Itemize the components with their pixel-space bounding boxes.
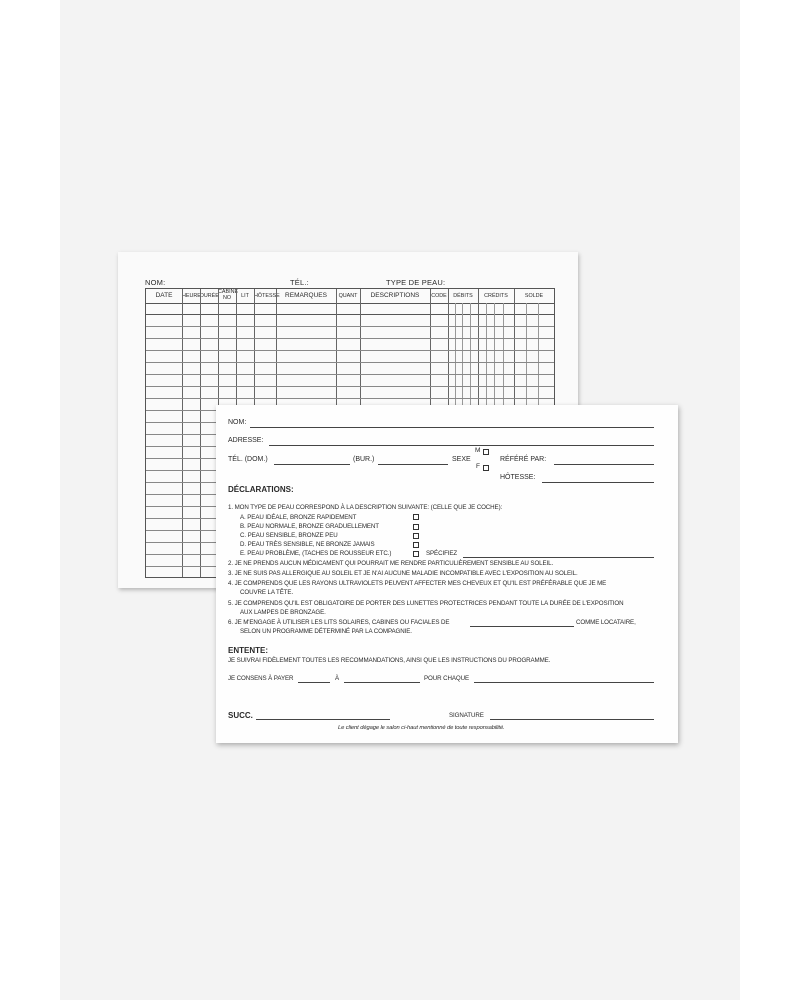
record-name-label: NOM: xyxy=(145,278,166,287)
per-each-field[interactable] xyxy=(474,682,654,683)
declaration-5a: 5. JE COMPRENDS QU'IL EST OBLIGATOIRE DE PORTER DES LUNETTES PROTECTRICES PENDANT TOUTE LA DURÉE DE L'EXPOSITION xyxy=(228,600,624,607)
skin-type-a-checkbox[interactable] xyxy=(413,514,419,520)
tel-home-field[interactable] xyxy=(274,464,350,465)
skin-type-a: A. PEAU IDÉALE, BRONZE RAPIDEMENT xyxy=(240,514,357,521)
declaration-4a: 4. JE COMPRENDS QUE LES RAYONS ULTRAVIOLETS PEUVENT AFFECTER MES CHEVEUX ET QU'IL EST PRÉFÉRABLE QUE JE ME xyxy=(228,580,607,587)
sex-f-checkbox[interactable] xyxy=(483,465,489,471)
col-descriptions: DESCRIPTIONS xyxy=(370,292,420,299)
declaration-1: 1. MON TYPE DE PEAU CORRESPOND À LA DESCRIPTION SUIVANTE: (CELLE QUE JE COCHE): xyxy=(228,504,503,511)
address-field[interactable] xyxy=(269,445,654,446)
col-remarques: REMARQUES xyxy=(285,292,327,299)
signature-field[interactable] xyxy=(490,719,654,720)
referred-by-field[interactable] xyxy=(554,464,654,465)
col-hotesse: HÔTESSE xyxy=(254,293,280,299)
payment-amount-field[interactable] xyxy=(298,682,330,683)
agreement-text: JE SUIVRAI FIDÈLEMENT TOUTES LES RECOMMANDATIONS, AINSI QUE LES INSTRUCTIONS DU PROGRAMME. xyxy=(228,657,551,664)
referred-by-label: RÉFÉRÉ PAR: xyxy=(500,456,547,463)
at-label: À xyxy=(335,675,340,682)
declarations-title: DÉCLARATIONS: xyxy=(228,485,294,494)
name-label: NOM: xyxy=(228,419,247,426)
sex-m-checkbox[interactable] xyxy=(483,449,489,455)
skin-type-d-checkbox[interactable] xyxy=(413,542,419,548)
declaration-6a: 6. JE M'ENGAGE À UTILISER LES LITS SOLAIRES, CABINES OU FACIALES DE xyxy=(228,619,450,626)
col-quant: QUANT xyxy=(338,293,358,299)
col-cabine: CABINE NO xyxy=(218,289,239,301)
col-date: DATE xyxy=(155,292,173,299)
branch-label: SUCC. xyxy=(228,711,253,720)
address-label: ADRESSE: xyxy=(228,437,264,444)
record-tel-label: TÉL.: xyxy=(290,278,309,287)
sex-label: SEXE xyxy=(452,456,471,463)
declaration-4b: COUVRE LA TÊTE. xyxy=(240,589,294,596)
skin-type-b: B. PEAU NORMALE, BRONZE GRADUELLEMENT xyxy=(240,523,379,530)
agreement-title: ENTENTE: xyxy=(228,646,268,655)
specify-field[interactable] xyxy=(463,557,654,558)
declaration-6-tenant: COMME LOCATAIRE, xyxy=(576,619,636,626)
declaration-2: 2. JE NE PRENDS AUCUN MÉDICAMENT QUI POURRAIT ME RENDRE PARTICULIÈREMENT SENSIBLE AU SOLEIL. xyxy=(228,560,554,567)
sex-f-label: F xyxy=(476,463,480,470)
name-field[interactable] xyxy=(250,427,654,428)
skin-type-c-checkbox[interactable] xyxy=(413,533,419,539)
per-each-label: POUR CHAQUE xyxy=(424,675,469,682)
branch-field[interactable] xyxy=(256,719,390,720)
declaration-3: 3. JE NE SUIS PAS ALLERGIQUE AU SOLEIL ET JE N'AI AUCUNE MALADIE INCOMPATIBLE AVEC L'EXPOSITION AU SOLEIL. xyxy=(228,570,578,577)
col-code: CODE xyxy=(431,293,447,299)
signature-label: SIGNATURE xyxy=(449,712,484,719)
tel-home-label: TÉL. (DOM.) xyxy=(228,456,268,463)
col-heure: HEURE xyxy=(182,293,201,299)
record-skin-type-label: TYPE DE PEAU: xyxy=(386,278,446,287)
service-field[interactable] xyxy=(470,626,574,627)
col-duree: DURÉE xyxy=(200,293,219,299)
tel-office-label: (BUR.) xyxy=(353,456,375,463)
consent-label: JE CONSENS À PAYER xyxy=(228,675,294,682)
col-debits: DÉBITS xyxy=(453,293,473,299)
skin-type-c: C. PEAU SENSIBLE, BRONZE PEU xyxy=(240,532,338,539)
sex-m-label: M xyxy=(475,447,481,454)
col-solde: SOLDE xyxy=(524,293,544,299)
tel-office-field[interactable] xyxy=(378,464,448,465)
declaration-6b: SELON UN PROGRAMME DÉTERMINÉ PAR LA COMPAGNIE. xyxy=(240,628,412,635)
client-declaration-card xyxy=(216,405,678,743)
skin-type-e: E. PEAU PROBLÈME, (TACHES DE ROUSSEUR ETC.) xyxy=(240,550,392,557)
skin-type-e-checkbox[interactable] xyxy=(413,551,419,557)
host-label: HÔTESSE: xyxy=(500,474,536,481)
payment-rate-field[interactable] xyxy=(344,682,420,683)
declaration-5b: AUX LAMPES DE BRONZAGE. xyxy=(240,609,326,616)
col-credits: CRÉDITS xyxy=(484,293,508,299)
host-field[interactable] xyxy=(542,482,654,483)
col-lit: LIT xyxy=(241,293,249,299)
specify-label: SPÉCIFIEZ xyxy=(426,550,458,557)
skin-type-b-checkbox[interactable] xyxy=(413,524,419,530)
liability-disclaimer: Le client dégage le salon ci-haut mentionné de toute responsabilité. xyxy=(338,725,505,731)
skin-type-d: D. PEAU TRÈS SENSIBLE, NE BRONZE JAMAIS xyxy=(240,541,375,548)
